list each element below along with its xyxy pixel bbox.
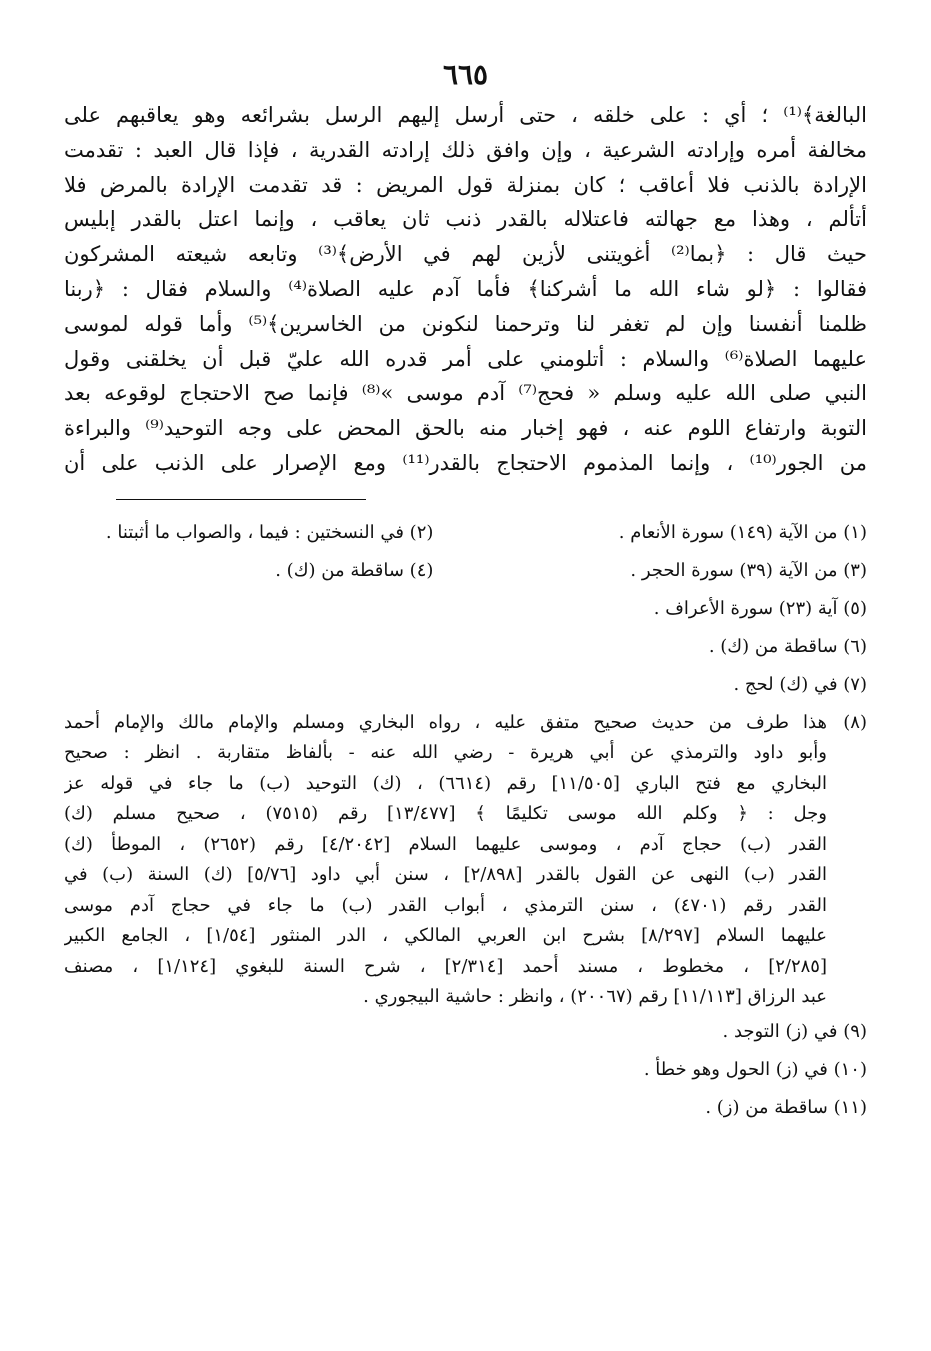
footnote-row — [64, 552, 867, 590]
text-line: عليهما الصلاة⁽⁶⁾ والسلام : أتلومني على أمر قدره الله عليّ قبل أن يخلقنى وقول — [64, 346, 867, 371]
footnote-line: البخاري مع فتح الباري [١١/٥٠٥] رقم (٦٦١٤) ، (ك) التوحيد (ب) ما جاء في قوله عز — [64, 772, 827, 794]
text-line: فقالوا : ﴿لو شاء الله ما أشركنا﴾ فأما آدم عليه الصلاة⁽⁴⁾ والسلام فقال : ﴿ربنا — [64, 276, 867, 301]
footnote-1: (١) من الآية (١٤٩) سورة الأنعام . — [618, 521, 867, 543]
text-line: البالغة﴾⁽¹⁾ ؛ أي : على خلقه ، حتى أرسل إليهم الرسل بشرائعه وهو يعاقبهم على — [64, 103, 867, 127]
footnote-9: (٩) في (ز) التوجد . — [722, 1020, 867, 1042]
text-line: الإرادة بالذنب فلا أعاقب ؛ كان بمنزلة قول المريض : قد تقدمت الإرادة بالمرض فلا — [64, 172, 867, 197]
footnote-5: (٥) آية (٢٣) سورة الأعراف . — [653, 597, 867, 619]
footnote-7: (٧) في (ك) لحج . — [733, 673, 867, 695]
footnote-3: (٣) من الآية (٣٩) سورة الحجر . — [630, 559, 867, 581]
footnote-line: وأبو داود والترمذي عن أبي هريرة - رضي الله عنه - بألفاظ متقاربة . انظر : صحيح — [64, 742, 827, 764]
footnote-line: [٢/٢٨٥] ، مخطوط ، مسند أحمد [٢/٣١٤] ، شرح السنة للبغوي [١/١٢٤] ، مصنف — [64, 955, 827, 977]
footnote-2: (٢) في النسختين : فيما ، والصواب ما أثبتنا . — [105, 521, 434, 543]
footnote-line: عبد الرزاق [١١/١١٣] رقم (٢٠٠٦٧) ، وانظر : حاشية البيجوري . — [363, 986, 827, 1008]
footnote-row — [64, 514, 867, 552]
footnote-8 — [64, 708, 867, 1013]
footnote-line: وجل : ﴿ وكلم الله موسى تكليمًا ﴾ [١٣/٤٧٧] رقم (٧٥١٥) ، صحيح مسلم (ك) — [64, 803, 827, 825]
text-line: النبي صلى الله عليه وسلم « فحج⁽⁷⁾ آدم موسى »⁽⁸⁾ فإنما صح الاحتجاج لوقوعه بعد — [64, 381, 867, 406]
footnote-text — [64, 708, 827, 1013]
footnote-line: عليهما السلام [٨/٢٩٧] بشرح ابن العربي المالكي ، الدر المنثور [١/٥٤] ، الجامع الكبير — [64, 925, 827, 947]
text-line: مخالفة أمره وإرادته الشرعية ، وإن وافق ذلك إرادته القدرية ، فإذا قال العبد : تقدمت — [64, 137, 867, 162]
footnote-line: القدر (ب) حجاج آدم ، وموسى عليهما السلام [٤/٢٠٤٢] رقم (٢٦٥٢) ، الموطأ (ك) — [64, 833, 827, 855]
text-line: من الجور⁽¹⁰⁾ ، وإنما المذموم الاحتجاج بالقدر⁽¹¹⁾ ومع الإصرار على الذنب على أن — [64, 450, 867, 475]
page-number: ٦٦٥ — [442, 58, 489, 91]
footnote-line: القدر رقم (٤٧٠١) ، سنن الترمذي ، أبواب القدر (ب) ما جاء في حجاج آدم موسى — [64, 894, 827, 916]
text-line: ظلمنا أنفسنا وإن لم تغفر لنا وترحمنا لنكونن من الخاسرين﴾⁽⁵⁾ وأما قوله لموسى — [64, 311, 867, 336]
text-line: حيث قال : ﴿بما⁽²⁾ أغويتنى لأزين لهم في الأرض﴾⁽³⁾ وتابعه شيعته المشركون — [64, 242, 867, 267]
footnote-4: (٤) ساقطة من (ك) . — [275, 559, 434, 581]
footnote-11: (١١) ساقطة من (ز) . — [705, 1096, 867, 1118]
footnote-divider — [116, 499, 366, 500]
footnote-line: هذا طرف من حديث صحيح متفق عليه ، رواه البخاري ومسلم والإمام مالك والإمام أحمد — [64, 711, 827, 733]
footnote-10: (١٠) في (ز) الحول وهو خطأ . — [643, 1058, 867, 1080]
text-line: أتألم ، وهذا مع جهالته فاعتلاله بالقدر ذنب ثان يعاقب ، وإنما اعتل بالقدر إبليس — [64, 207, 867, 232]
text-line: التوبة وارتفاع اللوم عنه ، فهو إخبار منه بالحق المحض على وجه التوحيد⁽⁹⁾ والبراءة — [64, 416, 867, 441]
footnote-number: (٨) — [843, 711, 867, 733]
footnotes — [64, 514, 867, 1127]
main-text — [64, 98, 867, 481]
footnote-6: (٦) ساقطة من (ك) . — [708, 635, 867, 657]
footnote-line: القدر (ب) النهى عن القول بالقدر [٢/٨٩٨] ، سنن أبي داود [٥/٧٦] (ك) السنة (ب) في — [64, 864, 827, 886]
